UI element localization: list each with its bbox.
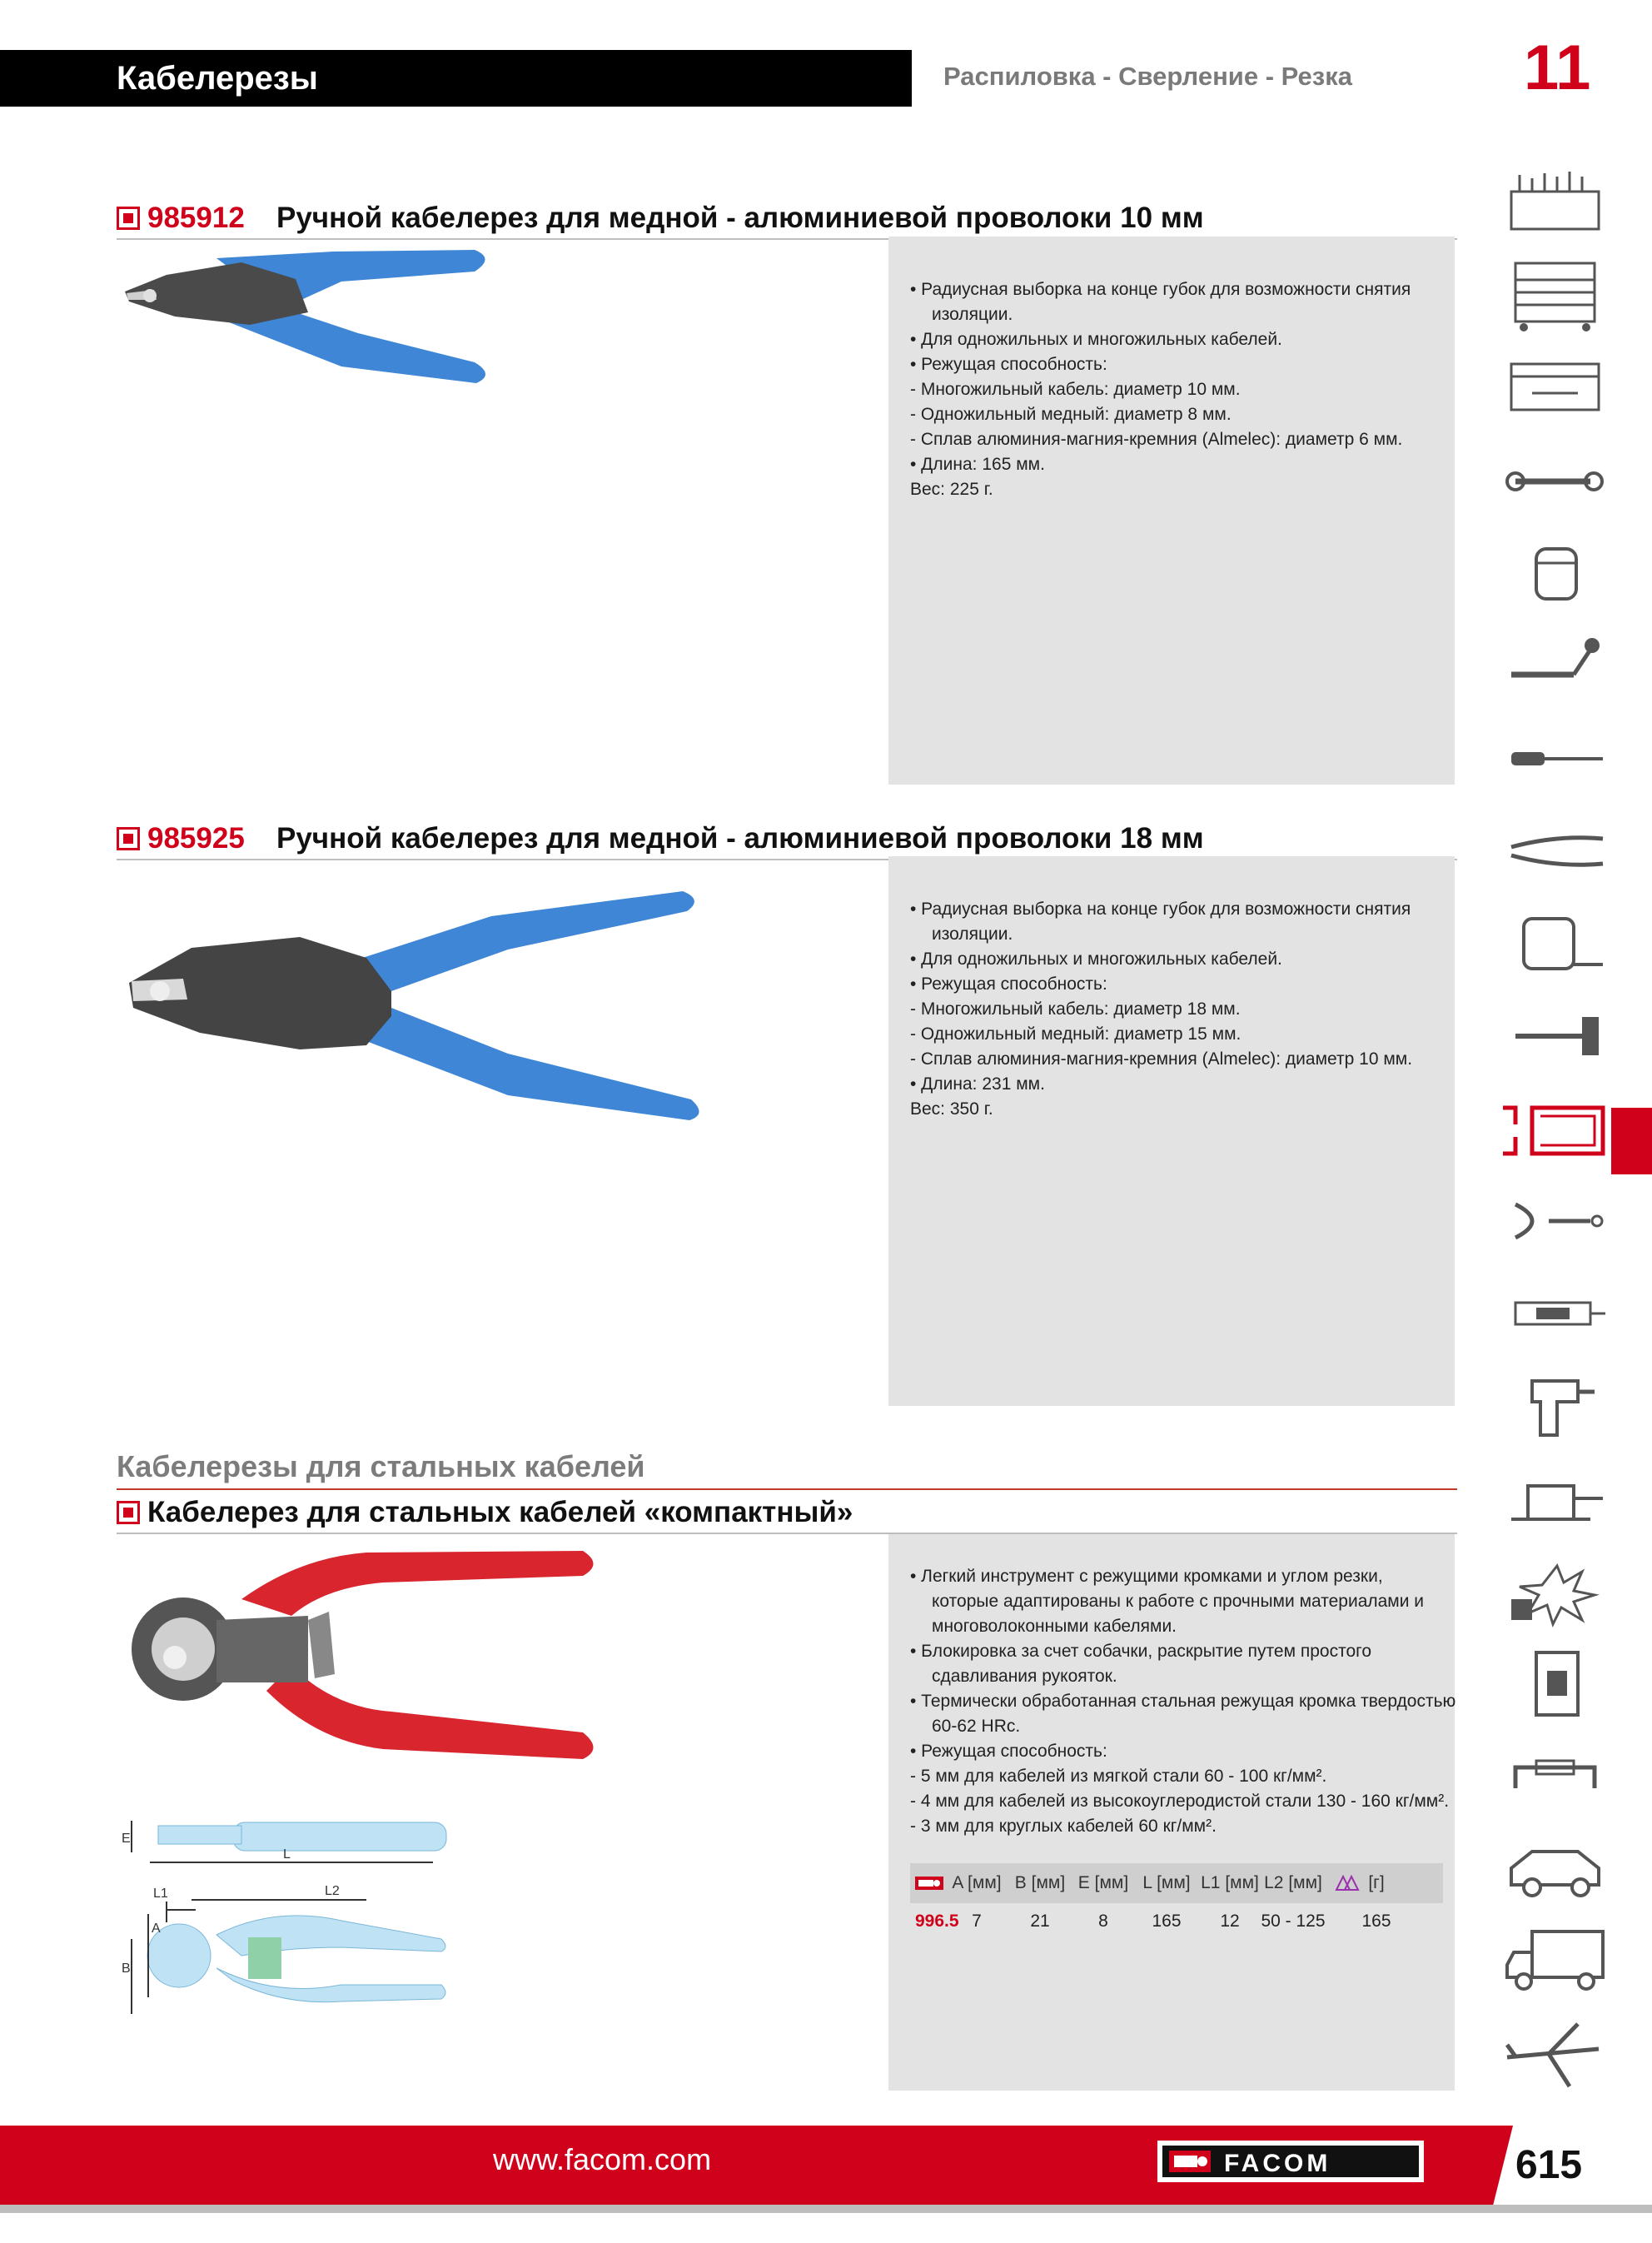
feature-line: Вес: 350 г. [910,1099,993,1119]
footer-strip [0,2205,1652,2213]
steel-cable-cutter-image [117,1541,600,1766]
feature-line: • Термически обработанная стальная режущая кромка твердостью [910,1692,1456,1711]
section-divider [117,1488,1457,1490]
chapter-number: 11 [1524,32,1591,103]
dim-label-l: L [283,1847,291,1862]
pliers-icon[interactable] [1499,814,1614,889]
vise-icon[interactable] [1499,1461,1614,1536]
table-row [910,1905,1443,1938]
page-title: Кабелерезы [117,60,318,97]
tool-box-icon[interactable] [1499,167,1614,242]
feature-line: - Сплав алюминия-магния-кремния (Almelec): диаметр 6 мм. [910,430,1403,449]
col-b: B [мм] [1014,1873,1066,1892]
product-features-2 [910,897,1443,1122]
col-l1: L1 [мм] [1201,1873,1259,1892]
feature-line: • Радиусная выборка на конце губок для возможности снятия [910,900,1411,919]
col-l: L [мм] [1142,1873,1191,1892]
row-l1: 12 [1220,1912,1240,1931]
page-number: 615 [1515,2143,1583,2187]
tool-cabinet-icon[interactable] [1499,259,1614,334]
feature-line: • Для одножильных и многожильных кабелей. [910,950,1282,969]
product-features-1 [910,277,1443,502]
hacksaw-icon[interactable] [1499,1091,1614,1166]
product-features-3 [910,1564,1456,1839]
feature-line: - Одножильный медный: диаметр 15 мм. [910,1024,1241,1044]
col-weight: [г] [1368,1873,1385,1892]
wrench-icon[interactable] [1499,444,1614,519]
dim-label-a: A [152,1922,161,1936]
facom-code-icon [915,1875,943,1892]
explosion-icon[interactable] [1499,1553,1614,1628]
brand-text: FACOM [1224,2150,1331,2177]
row-l: 165 [1152,1912,1182,1931]
dim-label-l2: L2 [325,1884,340,1898]
row-a: 7 [972,1912,982,1931]
feature-line: • Для одножильных и многожильных кабелей. [910,330,1282,349]
facom-logo [1157,2139,1432,2186]
row-code: 996.5 [915,1912,959,1931]
row-b: 21 [1030,1912,1050,1931]
puller-icon[interactable] [1499,1184,1614,1259]
col-e: E [мм] [1077,1873,1129,1892]
product-name: Кабелерез для стальных кабелей «компактный» [147,1496,853,1528]
hammer-icon[interactable] [1499,999,1614,1074]
product-name: Ручной кабелерез для медной - алюминиевой проволоки 10 мм [276,202,1204,234]
feature-line: Вес: 225 г. [910,480,993,499]
feature-line: - Многожильный кабель: диаметр 10 мм. [910,380,1241,399]
product-name: Ручной кабелерез для медной - алюминиевой проволоки 18 мм [276,822,1204,855]
electrical-tester-icon[interactable] [1499,1276,1614,1351]
feature-line: • Режущая способность: [910,974,1107,994]
feature-line: - Сплав алюминия-магния-кремния (Almelec): диаметр 10 мм. [910,1049,1413,1069]
footer-url[interactable]: www.facom.com [493,2142,712,2176]
bullet-square-icon [117,207,140,230]
dim-label-b: B [122,1961,131,1976]
tool-drawer-icon[interactable] [1499,351,1614,426]
feature-line: • Легкий инструмент с режущими кромками и углом резки, [910,1567,1383,1586]
row-e: 8 [1098,1912,1108,1931]
dimension-diagram [117,1814,466,2031]
feature-line: изоляции. [932,305,1013,324]
feature-line: сдавливания рукояток. [932,1667,1117,1686]
bullet-square-icon [117,1501,140,1524]
product-heading-1 [117,200,1457,240]
feature-line: многоволоконными кабелями. [932,1617,1177,1636]
feature-line: • Радиусная выборка на конце губок для возможности снятия [910,280,1411,299]
col-a: A [мм] [952,1873,1002,1892]
handle-icon[interactable] [1499,1738,1614,1813]
screwdriver-icon[interactable] [1499,721,1614,796]
spec-table-header [910,1863,1443,1903]
socket-icon[interactable] [1499,536,1614,611]
product-heading-2 [117,820,1457,860]
dim-label-l1: L1 [153,1887,168,1901]
dim-label-e: E [122,1832,131,1846]
row-l2: 50 - 125 [1261,1912,1326,1931]
impact-wrench-icon[interactable] [1499,1368,1614,1443]
bullet-square-icon [117,827,140,850]
section-title: Кабелерезы для стальных кабелей [117,1449,645,1483]
feature-line: • Длина: 231 мм. [910,1074,1045,1094]
product-code: 985925 [147,822,245,855]
ratchet-icon[interactable] [1499,629,1614,704]
page-subtitle: Распиловка - Сверление - Резка [943,62,1352,91]
product-code: 985912 [147,202,245,234]
car-icon[interactable] [1499,1831,1614,1906]
product-heading-3 [117,1494,1457,1534]
circuit-breaker-icon[interactable] [1499,1646,1614,1721]
airplane-icon[interactable] [1499,2016,1614,2091]
active-chapter-tab[interactable] [1611,1108,1652,1174]
feature-line: 60-62 HRc. [932,1717,1021,1736]
feature-line: • Длина: 165 мм. [910,455,1045,474]
col-l2: L2 [мм] [1264,1873,1322,1892]
feature-line: - Одножильный медный: диаметр 8 мм. [910,405,1232,424]
cable-cutter-18mm-image [117,883,716,1133]
feature-line: • Режущая способность: [910,1742,1107,1761]
truck-icon[interactable] [1499,1923,1614,1998]
feature-line: которые адаптированы к работе с прочными материалами и [932,1592,1425,1611]
feature-line: • Блокировка за счет собачки, раскрытие путем простого [910,1642,1372,1661]
feature-line: • Режущая способность: [910,355,1107,374]
feature-line: - 3 мм для круглых кабелей 60 кг/мм². [910,1817,1217,1836]
cable-cutter-10mm-image [117,242,600,400]
feature-line: - Многожильный кабель: диаметр 18 мм. [910,999,1241,1019]
tape-measure-icon[interactable] [1499,906,1614,981]
row-weight: 165 [1361,1912,1391,1931]
feature-line: - 5 мм для кабелей из мягкой стали 60 - 100 кг/мм². [910,1767,1327,1786]
feature-line: - 4 мм для кабелей из высокоуглеродистой стали 130 - 160 кг/мм². [910,1792,1450,1811]
feature-line: изоляции. [932,925,1013,944]
